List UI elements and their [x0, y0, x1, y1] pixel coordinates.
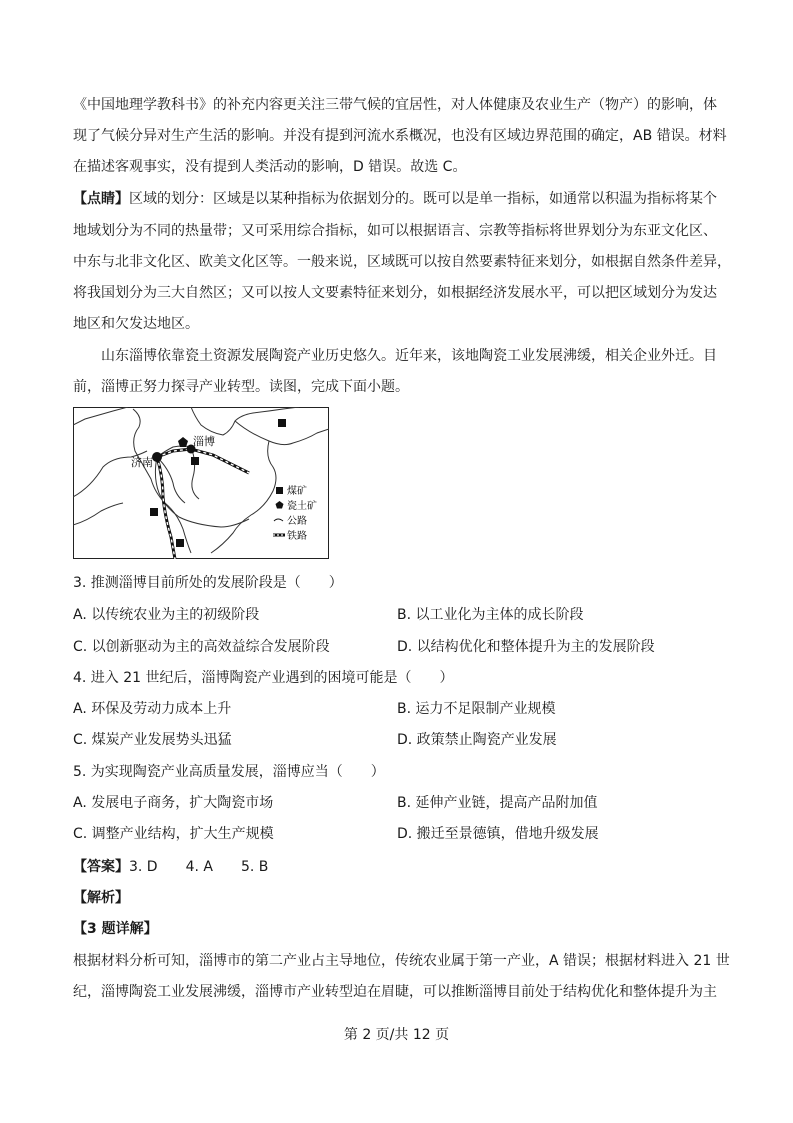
paragraph-line: 地域划分为不同的热量带；又可采用综合指标，如可以根据语言、宗教等指标将世界划分为东亚文化区、 — [73, 223, 717, 239]
option-d: D. 搬迁至景德镇，借地升级发展 — [397, 826, 599, 842]
option-c: C. 调整产业结构，扩大生产规模 — [73, 826, 274, 842]
question-stem: 3. 推测淄博目前所处的发展阶段是（ ） — [73, 575, 343, 591]
analysis-label: 【解析】 — [73, 890, 129, 906]
answer-label: 【答案】 — [73, 859, 129, 875]
city-jinan-dot — [152, 452, 162, 462]
answer-line — [73, 857, 268, 877]
paragraph-line: 将我国划分为三大自然区；又可以按人文要素特征来划分，如根据经济发展水平，可以把区域划分为发达 — [73, 285, 717, 301]
option-a: A. 发展电子商务，扩大陶瓷市场 — [73, 795, 274, 811]
legend-coal-icon — [276, 487, 283, 494]
legend-rail-label: 铁路 — [287, 531, 307, 542]
dianjing-text: 区域的划分：区域是以某种指标为依据划分的。既可以是单一指标，如通常以积温为指标将某个 — [129, 191, 717, 207]
option-a: A. 以传统农业为主的初级阶段 — [73, 607, 260, 623]
legend-road-label: 公路 — [287, 516, 307, 527]
question-stem: 4. 进入 21 世纪后，淄博陶瓷产业遇到的困境可能是（ ） — [73, 670, 454, 686]
intro-line: 前，淄博正努力探寻产业转型。读图，完成下面小题。 — [73, 379, 409, 395]
coal-mine-icon — [176, 539, 184, 547]
legend-clay-label: 瓷土矿 — [287, 501, 317, 512]
intro-line: 山东淄博依靠瓷土资源发展陶瓷产业历史悠久。近年来，该地陶瓷工业发展沸缓，相关企业外迁。目 — [101, 348, 717, 364]
option-b: B. 以工业化为主体的成长阶段 — [397, 607, 584, 623]
coal-mine-icon — [191, 457, 199, 465]
option-a: A. 环保及劳动力成本上升 — [73, 701, 232, 717]
detail3-line: 根据材料分析可知，淄博市的第二产业占主导地位，传统农业属于第一产业，A 错误；根据材料进入 21 世 — [73, 953, 730, 969]
city-zibo-label: 淄博 — [193, 435, 215, 448]
option-b: B. 延伸产业链，提高产品附加值 — [397, 795, 598, 811]
coal-mine-icon — [150, 508, 158, 516]
option-d: D. 以结构优化和整体提升为主的发展阶段 — [397, 639, 655, 655]
question-stem: 5. 为实现陶瓷产业高质量发展，淄博应当（ ） — [73, 764, 385, 780]
detail3-label: 【3 题详解】 — [73, 921, 158, 937]
dianjing-label: 【点睛】 — [73, 191, 129, 207]
answer-text: 3. D 4. A 5. B — [129, 859, 269, 875]
option-b: B. 运力不足限制产业规模 — [397, 701, 556, 717]
paragraph-line: 在描述客观事实，没有提到人类活动的影响，D 错误。故选 C。 — [73, 159, 467, 175]
paragraph-line: 《中国地理学教科书》的补充内容更关注三带气候的宜居性，对人体健康及农业生产（物产）的影响，体 — [73, 97, 717, 113]
paragraph-line: 现了气候分异对生产生活的影响。并没有提到河流水系概况，也没有区域边界范围的确定，AB 错误。材料 — [73, 128, 727, 144]
detail3-line: 纪，淄博陶瓷工业发展沸缓，淄博市产业转型迫在眉睫，可以推断淄博目前处于结构优化和整体提升为主 — [73, 984, 717, 1000]
option-c: C. 以创新驱动为主的高效益综合发展阶段 — [73, 639, 330, 655]
legend-coal-label: 煤矿 — [287, 486, 307, 497]
coal-mine-icon — [278, 419, 286, 427]
city-jinan-label: 济南 — [131, 456, 153, 469]
page-footer: 第 2 页/共 12 页 — [343, 1027, 450, 1043]
paragraph-line: 地区和欠发达地区。 — [73, 316, 199, 332]
option-c: C. 煤炭产业发展势头迅猛 — [73, 732, 232, 748]
dianjing-line — [73, 189, 717, 209]
option-d: D. 政策禁止陶瓷产业发展 — [397, 732, 557, 748]
paragraph-line: 中东与北非文化区、欧美文化区等。一般来说，区域既可以按自然要素特征来划分，如根据自然条件差异， — [73, 254, 731, 270]
zibo-map — [73, 407, 329, 559]
